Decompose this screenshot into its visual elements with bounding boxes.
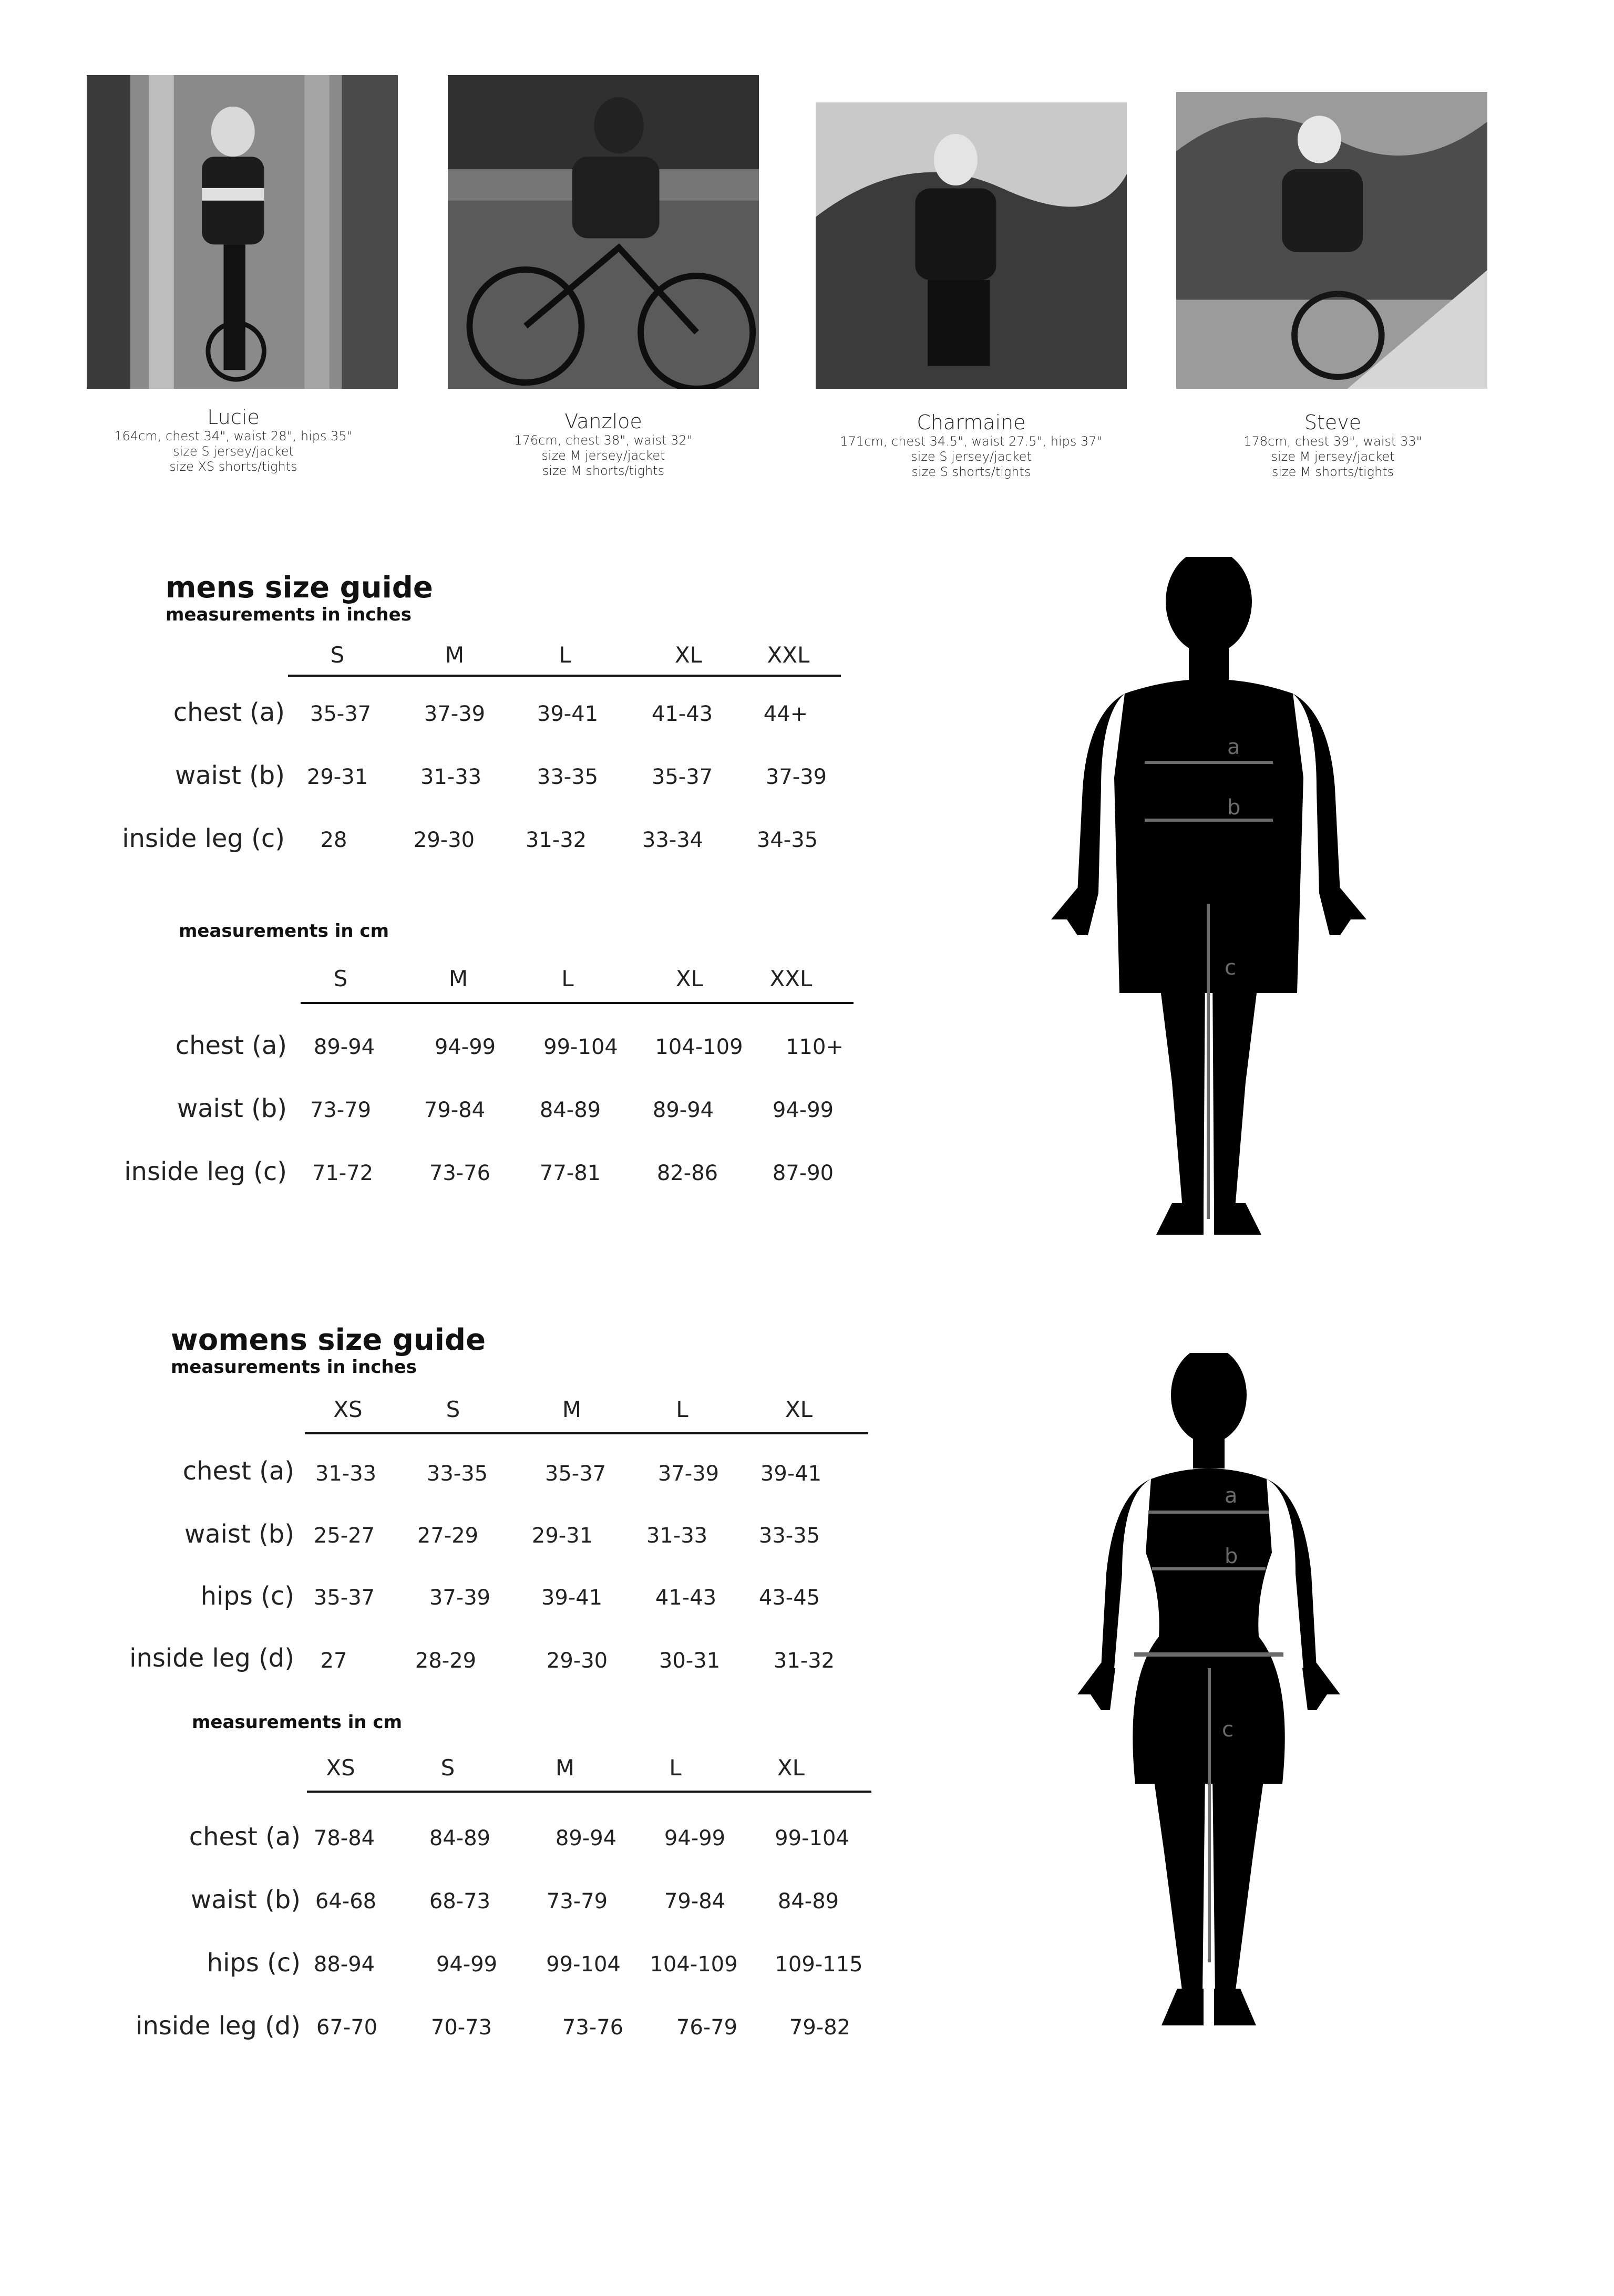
size-header: S [440, 1755, 455, 1781]
size-header: L [561, 966, 574, 991]
table-cell: 43-45 [758, 1586, 820, 1610]
table-cell: 64-68 [315, 1889, 377, 1914]
rider-shorts-size: size XS shorts/tights [169, 459, 297, 474]
size-header: XS [326, 1755, 355, 1781]
mens-cm-subtitle: measurements in cm [179, 921, 389, 942]
rider-caption-lucie [49, 406, 417, 474]
table-cell: 39-41 [760, 1462, 822, 1486]
table-cell: 79-82 [789, 2015, 851, 2040]
table-cell: 35-37 [544, 1462, 606, 1486]
size-header: M [555, 1755, 575, 1781]
table-cell: 67-70 [316, 2015, 378, 2040]
table-cell: 28-29 [415, 1649, 477, 1673]
table-cell: 89-94 [555, 1826, 617, 1850]
size-header: M [562, 1397, 582, 1422]
table-cell: 73-79 [546, 1889, 608, 1914]
size-header: S [446, 1397, 460, 1422]
rider-measurements: 171cm, chest 34.5", waist 27.5", hips 37" [840, 434, 1103, 449]
table-cell: 44+ [763, 702, 808, 726]
size-header: S [330, 642, 345, 668]
table-rule [307, 1791, 871, 1793]
table-cell: 34-35 [756, 828, 818, 852]
table-cell: 77-81 [539, 1161, 601, 1185]
size-header: S [333, 966, 348, 991]
row-label-chest: chest (a) [173, 698, 285, 727]
table-cell: 73-79 [310, 1098, 372, 1122]
size-header: XL [785, 1397, 813, 1422]
table-cell: 94-99 [772, 1098, 834, 1122]
table-cell: 41-43 [655, 1586, 717, 1610]
figure-label: a [1227, 735, 1240, 759]
size-header: XXL [769, 966, 813, 991]
table-cell: 31-33 [646, 1524, 708, 1548]
size-header: XXL [767, 642, 810, 668]
table-rule [288, 675, 841, 677]
rider-caption-charmaine [787, 411, 1155, 480]
table-cell: 28 [320, 828, 347, 852]
table-cell: 99-104 [775, 1826, 849, 1850]
table-cell: 89-94 [313, 1035, 375, 1059]
table-cell: 70-73 [430, 2015, 492, 2040]
size-header: XL [675, 966, 704, 991]
rider-shorts-size: size M shorts/tights [1271, 464, 1394, 479]
row-label-inside-leg: inside leg (d) [136, 2011, 301, 2041]
figure-label: a [1225, 1484, 1238, 1508]
size-header: XL [777, 1755, 805, 1781]
womens-title: womens size guide [171, 1323, 486, 1357]
table-cell: 37-39 [429, 1586, 491, 1610]
rider-jersey-size: size M jersey/jacket [1271, 449, 1395, 464]
rider-measurements: 164cm, chest 34", waist 28", hips 35" [114, 429, 353, 443]
table-cell: 35-37 [313, 1586, 375, 1610]
table-cell: 37-39 [765, 765, 827, 789]
table-cell: 68-73 [429, 1889, 491, 1914]
size-header: L [559, 642, 571, 668]
table-cell: 110+ [786, 1035, 844, 1059]
table-cell: 39-41 [541, 1586, 603, 1610]
rider-photo-vanzloe [448, 75, 759, 389]
rider-photo-charmaine [816, 102, 1127, 389]
table-rule [305, 1432, 868, 1434]
row-label-hips: hips (c) [200, 1581, 294, 1611]
rider-measurements: 178cm, chest 39", waist 33" [1243, 434, 1422, 449]
table-cell: 31-32 [525, 828, 587, 852]
table-cell: 39-41 [537, 702, 599, 726]
size-header: L [669, 1755, 682, 1781]
table-cell: 84-89 [777, 1889, 839, 1914]
table-cell: 25-27 [313, 1524, 375, 1548]
table-cell: 73-76 [429, 1161, 491, 1185]
size-header: M [445, 642, 465, 668]
size-header: XS [333, 1397, 363, 1422]
rider-jersey-size: size M jersey/jacket [541, 448, 665, 463]
table-cell: 78-84 [313, 1826, 375, 1850]
row-label-chest: chest (a) [182, 1456, 294, 1486]
size-header: L [676, 1397, 688, 1422]
row-label-hips: hips (c) [207, 1948, 301, 1978]
row-label-chest: chest (a) [175, 1031, 287, 1060]
table-cell: 71-72 [312, 1161, 374, 1185]
rider-shorts-size: size S shorts/tights [911, 464, 1031, 479]
table-cell: 84-89 [429, 1826, 491, 1850]
table-rule [301, 1002, 854, 1004]
male-body-silhouette [1046, 557, 1372, 1245]
table-cell: 88-94 [313, 1952, 375, 1977]
table-cell: 31-32 [773, 1649, 835, 1673]
table-cell: 33-34 [642, 828, 704, 852]
table-cell: 94-99 [434, 1035, 496, 1059]
womens-cm-subtitle: measurements in cm [192, 1712, 402, 1733]
rider-photo-lucie [87, 75, 398, 389]
size-header: M [448, 966, 468, 991]
size-header: XL [674, 642, 703, 668]
rider-caption-steve [1149, 411, 1517, 480]
figure-label: b [1227, 795, 1241, 820]
table-cell: 31-33 [420, 765, 482, 789]
table-cell: 89-94 [652, 1098, 714, 1122]
rider-jersey-size: size S jersey/jacket [911, 449, 1032, 464]
table-cell: 41-43 [651, 702, 713, 726]
figure-label: b [1225, 1544, 1238, 1568]
table-cell: 31-33 [315, 1462, 377, 1486]
table-cell: 29-31 [306, 765, 368, 789]
table-cell: 99-104 [543, 1035, 618, 1059]
rider-jersey-size: size S jersey/jacket [173, 444, 294, 459]
table-cell: 29-30 [546, 1649, 608, 1673]
table-cell: 79-84 [424, 1098, 486, 1122]
table-cell: 99-104 [546, 1952, 621, 1977]
table-cell: 29-31 [531, 1524, 593, 1548]
row-label-inside-leg: inside leg (c) [122, 824, 285, 853]
row-label-waist: waist (b) [190, 1885, 301, 1915]
rider-photo-steve [1176, 92, 1487, 389]
table-cell: 94-99 [664, 1826, 726, 1850]
table-cell: 29-30 [413, 828, 475, 852]
mens-title: mens size guide [166, 571, 433, 605]
table-cell: 33-35 [426, 1462, 488, 1486]
table-cell: 109-115 [775, 1952, 863, 1977]
womens-inches-subtitle: measurements in inches [171, 1357, 417, 1378]
rider-name: Vanzloe [564, 410, 642, 433]
table-cell: 30-31 [659, 1649, 721, 1673]
table-cell: 79-84 [664, 1889, 726, 1914]
table-cell: 37-39 [424, 702, 486, 726]
table-cell: 33-35 [758, 1524, 820, 1548]
row-label-inside-leg: inside leg (d) [129, 1643, 294, 1673]
table-cell: 27-29 [417, 1524, 479, 1548]
rider-caption-vanzloe [419, 410, 787, 479]
table-cell: 84-89 [539, 1098, 601, 1122]
figure-label: c [1222, 1718, 1233, 1742]
rider-name: Charmaine [917, 411, 1026, 434]
table-cell: 35-37 [651, 765, 713, 789]
row-label-waist: waist (b) [177, 1094, 287, 1123]
table-cell: 37-39 [657, 1462, 719, 1486]
mens-inches-subtitle: measurements in inches [166, 604, 412, 625]
table-cell: 94-99 [436, 1952, 498, 1977]
table-cell: 104-109 [650, 1952, 738, 1977]
rider-measurements: 176cm, chest 38", waist 32" [514, 433, 693, 448]
figure-label: c [1225, 956, 1236, 980]
table-cell: 35-37 [310, 702, 372, 726]
table-cell: 87-90 [772, 1161, 834, 1185]
row-label-inside-leg: inside leg (c) [124, 1157, 287, 1186]
table-cell: 76-79 [676, 2015, 738, 2040]
rider-name: Steve [1304, 411, 1362, 434]
table-cell: 73-76 [562, 2015, 624, 2040]
table-cell: 104-109 [655, 1035, 743, 1059]
table-cell: 27 [320, 1649, 347, 1673]
table-cell: 82-86 [656, 1161, 718, 1185]
female-body-silhouette [1072, 1353, 1345, 2033]
table-cell: 33-35 [537, 765, 599, 789]
row-label-waist: waist (b) [174, 761, 285, 790]
row-label-chest: chest (a) [189, 1822, 301, 1852]
rider-shorts-size: size M shorts/tights [542, 463, 665, 478]
rider-name: Lucie [207, 406, 260, 429]
row-label-waist: waist (b) [184, 1519, 294, 1549]
